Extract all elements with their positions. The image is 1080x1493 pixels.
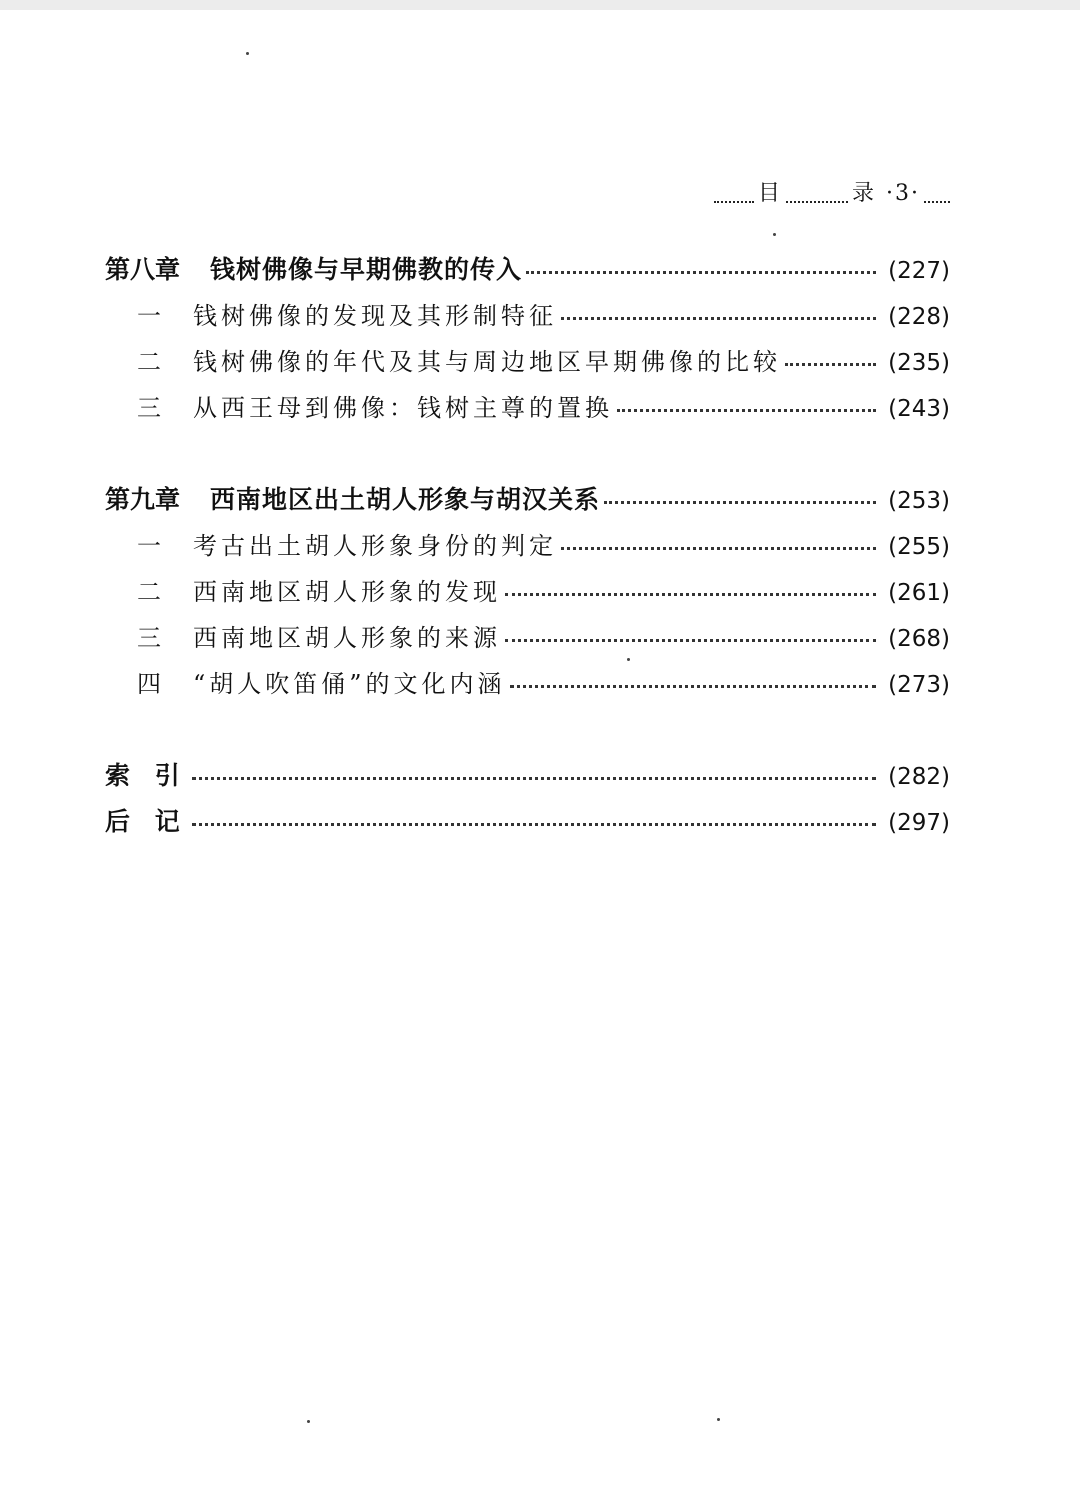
section-number: 二 bbox=[137, 348, 161, 376]
scan-speck bbox=[246, 52, 249, 55]
section-number: 四 bbox=[137, 670, 161, 698]
spacer bbox=[105, 707, 950, 753]
page-number: (253) bbox=[888, 488, 950, 514]
toc-index[interactable] bbox=[105, 753, 950, 799]
page-number: (243) bbox=[888, 396, 950, 422]
index-title: 索 引 bbox=[105, 761, 188, 790]
toc-section[interactable] bbox=[105, 339, 950, 385]
spacer bbox=[105, 431, 950, 477]
afterword-title: 后 记 bbox=[105, 807, 188, 836]
scan-speck bbox=[627, 658, 630, 661]
dot-leader bbox=[526, 271, 876, 274]
dot-leader bbox=[561, 547, 876, 550]
toc-page bbox=[105, 176, 950, 845]
dot-leader bbox=[192, 823, 876, 826]
chapter-title: 钱树佛像与早期佛教的传入 bbox=[210, 255, 523, 284]
chapter-title: 西南地区出土胡人形象与胡汉关系 bbox=[210, 485, 601, 514]
dot-leader bbox=[192, 777, 876, 780]
header-leader bbox=[924, 201, 950, 203]
page-number: (268) bbox=[888, 626, 950, 652]
page-number: (255) bbox=[888, 534, 950, 560]
page-number: (227) bbox=[888, 258, 950, 284]
header-leader bbox=[786, 201, 848, 203]
page-number: (235) bbox=[888, 350, 950, 376]
toc-chapter-8[interactable] bbox=[105, 247, 950, 293]
section-number: 三 bbox=[137, 624, 161, 652]
section-title: 西南地区胡人形象的来源 bbox=[193, 624, 501, 652]
section-title: 钱树佛像的发现及其形制特征 bbox=[193, 302, 557, 330]
dot-leader bbox=[604, 501, 876, 504]
page-number: (282) bbox=[888, 764, 950, 790]
toc-afterword[interactable] bbox=[105, 799, 950, 845]
dot-leader bbox=[510, 685, 877, 688]
top-edge-bar bbox=[0, 0, 1080, 10]
scan-speck bbox=[773, 233, 776, 236]
header-title-left: 目 bbox=[757, 181, 782, 206]
section-title: “胡人吹笛俑”的文化内涵 bbox=[193, 670, 506, 698]
section-number: 一 bbox=[137, 302, 161, 330]
chapter-number: 第九章 bbox=[105, 485, 181, 514]
toc-section[interactable] bbox=[105, 293, 950, 339]
dot-leader bbox=[617, 409, 876, 412]
dot-leader bbox=[505, 639, 876, 642]
section-number: 一 bbox=[137, 532, 161, 560]
dot-leader bbox=[785, 363, 876, 366]
table-of-contents bbox=[105, 247, 950, 845]
toc-section[interactable] bbox=[105, 385, 950, 431]
section-title: 西南地区胡人形象的发现 bbox=[193, 578, 501, 606]
toc-section[interactable] bbox=[105, 615, 950, 661]
section-title: 从西王母到佛像：钱树主尊的置换 bbox=[193, 394, 613, 422]
section-title: 钱树佛像的年代及其与周边地区早期佛像的比较 bbox=[193, 348, 781, 376]
chapter-number: 第八章 bbox=[105, 255, 181, 284]
scan-speck bbox=[717, 1418, 720, 1421]
page-number: (273) bbox=[888, 672, 950, 698]
header-leader bbox=[714, 201, 754, 203]
dot-leader bbox=[505, 593, 876, 596]
section-title: 考古出土胡人形象身份的判定 bbox=[193, 532, 557, 560]
dot-leader bbox=[561, 317, 876, 320]
page-number: (228) bbox=[888, 304, 950, 330]
toc-chapter-9[interactable] bbox=[105, 477, 950, 523]
running-header bbox=[105, 176, 950, 207]
header-page-marker: ·3· bbox=[886, 181, 920, 206]
header-title-right: 录 bbox=[852, 181, 877, 206]
toc-section[interactable] bbox=[105, 569, 950, 615]
page-number: (261) bbox=[888, 580, 950, 606]
section-number: 二 bbox=[137, 578, 161, 606]
scan-speck bbox=[307, 1420, 310, 1423]
toc-section[interactable] bbox=[105, 523, 950, 569]
toc-section[interactable] bbox=[105, 661, 950, 707]
page-number: (297) bbox=[888, 810, 950, 836]
section-number: 三 bbox=[137, 394, 161, 422]
